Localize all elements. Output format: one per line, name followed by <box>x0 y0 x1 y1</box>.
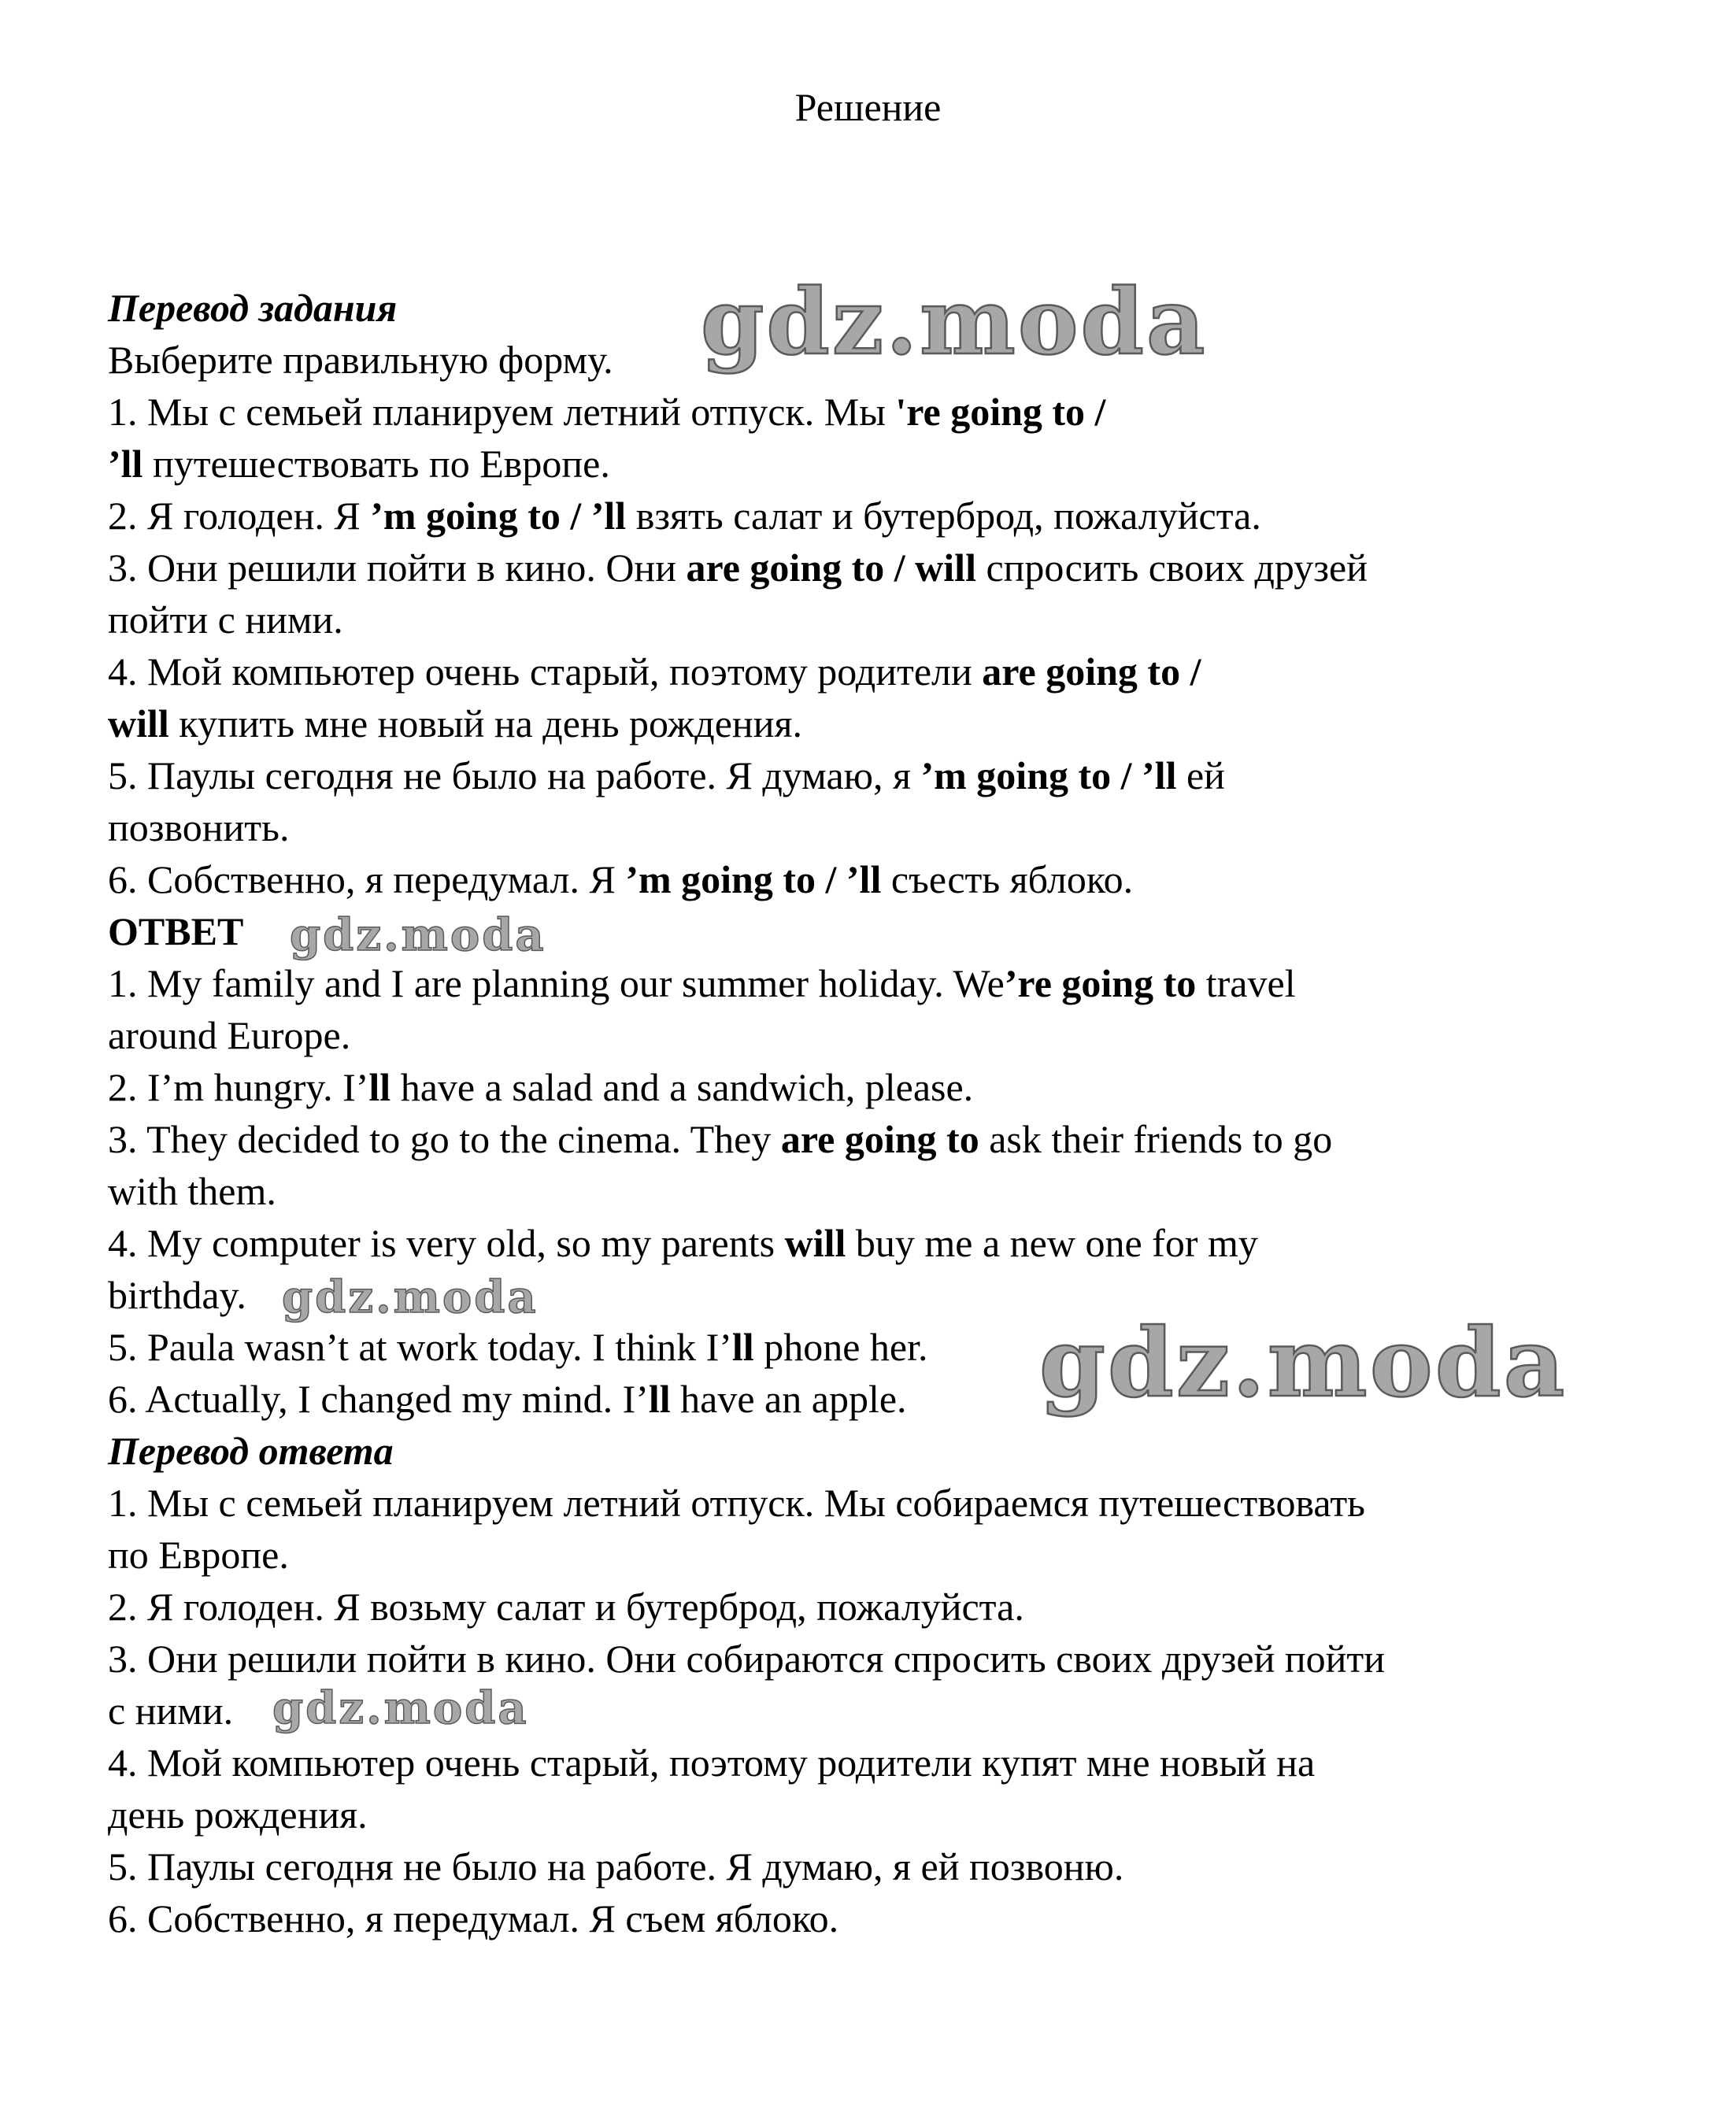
text-line <box>108 1269 1385 1321</box>
text-run: have a salad and a sandwich, please. <box>391 1065 974 1109</box>
text-run: по Европе. <box>108 1533 289 1577</box>
bold-text-run: Перевод задания <box>108 286 398 330</box>
bold-text-run: ’m going to / ’ll <box>370 494 627 538</box>
bold-text-run: ll <box>648 1377 671 1421</box>
text-line <box>108 1840 1385 1892</box>
text-run: birthday. <box>108 1273 246 1317</box>
bold-text-run: will <box>784 1221 846 1265</box>
text-run: 1. My family and I are planning our summer holiday. We <box>108 961 1005 1005</box>
text-run: 6. Собственно, я передумал. Я <box>108 857 626 901</box>
bold-text-run: ll <box>368 1065 391 1109</box>
text-run: с ними. <box>108 1689 234 1733</box>
text-run: buy me a new one for my <box>846 1221 1258 1265</box>
text-run: travel <box>1196 961 1296 1005</box>
text-line <box>108 386 1385 438</box>
text-line <box>108 697 1385 749</box>
watermark-gdz-moda: gdz.moda <box>1039 1308 1568 1419</box>
bold-text-run: are going to / will <box>686 546 976 590</box>
bold-text-run: are going to <box>780 1117 979 1161</box>
text-line <box>108 1165 1385 1217</box>
text-line <box>108 1217 1385 1269</box>
watermark-gdz-moda: gdz.moda <box>290 909 546 961</box>
text-run: 2. Я голоден. Я возьму салат и бутерброд, пожалуйста. <box>108 1585 1024 1629</box>
text-run: купить мне новый на день рождения. <box>168 701 802 745</box>
text-line <box>108 749 1385 801</box>
text-run: 5. Паулы сегодня не было на работе. Я думаю, я ей позвоню. <box>108 1844 1124 1889</box>
text-line <box>108 1633 1385 1685</box>
watermark-gdz-moda: gdz.moda <box>282 1271 539 1323</box>
text-run: 1. Мы с семьей планируем летний отпуск. Мы <box>108 390 896 434</box>
bold-text-run: 're going to / <box>895 390 1106 434</box>
bold-text-run: ОТВЕТ <box>108 909 244 953</box>
text-run: Выберите правильную форму. <box>108 338 613 382</box>
text-run: 2. I’m hungry. I’ <box>108 1065 369 1109</box>
text-run: 6. Actually, I changed my mind. I’ <box>108 1377 649 1421</box>
text-run: 6. Собственно, я передумал. Я съем яблоко. <box>108 1896 839 1940</box>
text-run: ей <box>1176 753 1225 797</box>
text-line <box>108 594 1385 646</box>
text-run: 5. Paula wasn’t at work today. I think I’ <box>108 1325 732 1369</box>
text-run: путешествовать по Европе. <box>143 442 610 486</box>
bold-text-run: are going to / <box>982 649 1201 694</box>
watermark-gdz-moda: gdz.moda <box>272 1682 529 1734</box>
bold-text-run: Перевод ответа <box>108 1429 394 1473</box>
text-run: 4. Мой компьютер очень старый, поэтому родители <box>108 649 983 694</box>
text-line <box>108 646 1385 697</box>
text-run: with them. <box>108 1169 276 1213</box>
heading-answer-translation <box>108 1425 1385 1477</box>
text-line <box>108 1009 1385 1061</box>
text-run: съесть яблоко. <box>881 857 1134 901</box>
bold-text-run: ’re going to <box>1004 961 1197 1005</box>
text-run: 1. Мы с семьей планируем летний отпуск. Мы собираемся путешествовать <box>108 1481 1365 1525</box>
text-line <box>108 1529 1385 1581</box>
text-run: пойти с ними. <box>108 597 343 642</box>
text-run: 3. Они решили пойти в кино. Они <box>108 546 687 590</box>
text-line <box>108 1113 1385 1165</box>
text-run: взять салат и бутерброд, пожалуйста. <box>626 494 1261 538</box>
text-line <box>108 1789 1385 1840</box>
text-run: around Europe. <box>108 1013 351 1057</box>
text-run: phone her. <box>753 1325 928 1369</box>
bold-text-run: will <box>108 701 169 745</box>
text-run: 4. My computer is very old, so my parents <box>108 1221 785 1265</box>
text-run: 3. They decided to go to the cinema. They <box>108 1117 781 1161</box>
text-line <box>108 1581 1385 1633</box>
text-line <box>108 1892 1385 1944</box>
text-run: день рождения. <box>108 1792 368 1837</box>
document-lines <box>108 282 1385 1944</box>
text-run: 4. Мой компьютер очень старый, поэтому родители купят мне новый на <box>108 1741 1316 1785</box>
text-line <box>108 801 1385 853</box>
text-line <box>108 1477 1385 1529</box>
text-line <box>108 438 1385 490</box>
text-run: ask their friends to go <box>979 1117 1333 1161</box>
text-run: 5. Паулы сегодня не было на работе. Я думаю, я <box>108 753 921 797</box>
text-run: have an apple. <box>670 1377 907 1421</box>
text-line <box>108 490 1385 542</box>
heading-task-translation <box>108 282 1385 334</box>
text-run: спросить своих друзей <box>975 546 1368 590</box>
text-line <box>108 542 1385 594</box>
text-line <box>108 1373 1385 1425</box>
text-line <box>108 1321 1385 1373</box>
text-run: 2. Я голоден. Я <box>108 494 371 538</box>
text-run: 3. Они решили пойти в кино. Они собираются спросить своих друзей пойти <box>108 1637 1385 1681</box>
bold-text-run: ’ll <box>108 442 143 486</box>
heading-answer <box>108 905 1385 961</box>
text-line <box>108 1061 1385 1113</box>
text-line <box>108 853 1385 905</box>
text-line <box>108 1682 1385 1737</box>
bold-text-run: ’m going to / ’ll <box>625 857 882 901</box>
bold-text-run: ll <box>731 1325 754 1369</box>
watermark-gdz-moda: gdz.moda <box>701 269 1208 375</box>
page-title: Решение <box>794 85 942 129</box>
text-line <box>108 957 1385 1009</box>
text-line <box>108 334 1385 386</box>
text-line <box>108 1737 1385 1789</box>
bold-text-run: ’m going to / ’ll <box>920 753 1177 797</box>
text-run: позвонить. <box>108 805 290 849</box>
